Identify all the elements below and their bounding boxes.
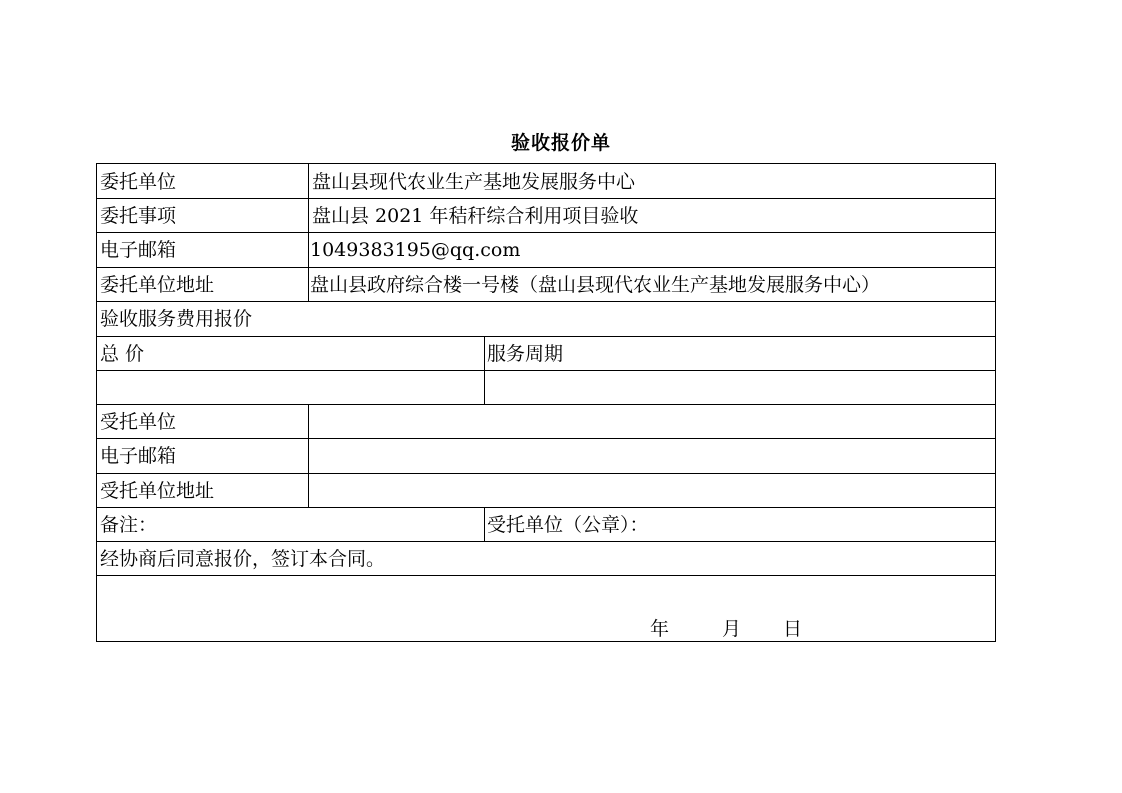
client-address-label: 委托单位地址 [100,274,215,296]
client-email-value[interactable]: 1049383195@qq.com [310,239,521,261]
fee-section-label: 验收服务费用报价 [100,308,253,330]
agreement-text: 经协商后同意报价，签订本合同。 [100,548,386,570]
total-price-value[interactable] [100,371,480,405]
client-email-label: 电子邮箱 [100,239,177,261]
seal-label: 受托单位（公章）： [487,514,649,536]
contractor-unit-label: 受托单位 [100,411,177,433]
column-divider [308,404,309,507]
client-unit-value[interactable]: 盘山县现代农业生产基地发展服务中心 [312,171,636,193]
total-price-label: 总 价 [100,343,145,365]
remarks-label: 备注： [100,514,158,536]
contractor-email-value[interactable] [312,439,992,473]
contractor-unit-value[interactable] [312,405,992,439]
column-divider [484,336,485,404]
client-address-value[interactable]: 盘山县政府综合楼一号楼（盘山县现代农业生产基地发展服务中心） [310,274,881,296]
quote-form [96,163,996,642]
column-divider [308,164,309,301]
date-month: 月 [722,618,742,640]
document-title: 验收报价单 [510,132,611,154]
contractor-address-label: 受托单位地址 [100,480,215,502]
contractor-email-label: 电子邮箱 [100,445,177,467]
service-period-value[interactable] [487,371,987,405]
client-item-value[interactable]: 盘山县 2021 年秸秆综合利用项目验收 [312,205,639,227]
client-item-label: 委托事项 [100,205,177,227]
column-divider [484,507,485,541]
contractor-address-value[interactable] [312,474,992,508]
service-period-label: 服务周期 [487,343,564,365]
client-unit-label: 委托单位 [100,171,177,193]
date-day: 日 [783,618,803,640]
date-year: 年 [650,618,670,640]
